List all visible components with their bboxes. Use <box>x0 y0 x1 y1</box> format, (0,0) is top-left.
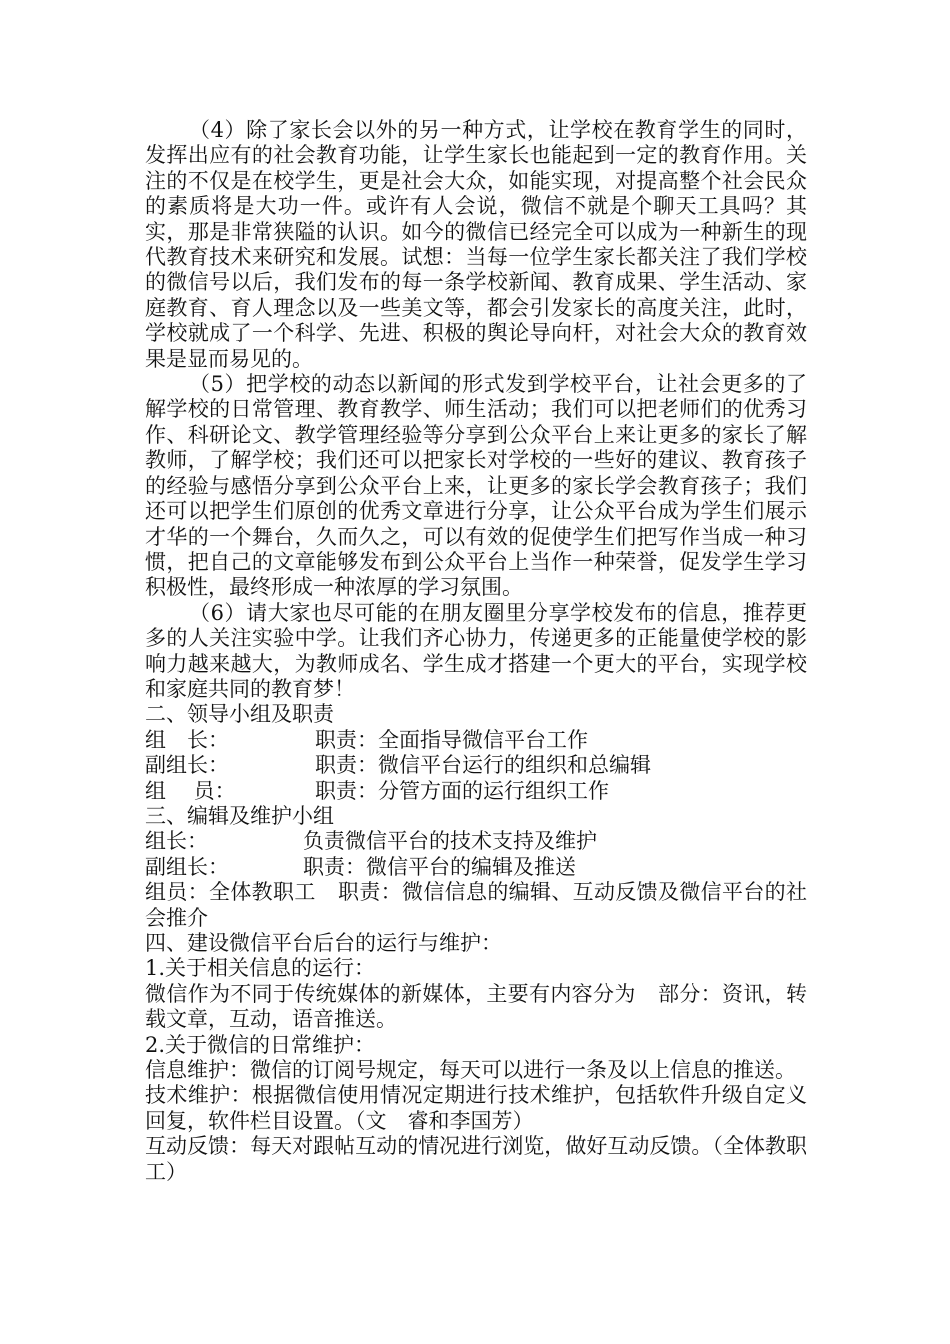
editor-member-row <box>145 880 807 931</box>
section-4-heading: 四、建设微信平台后台的运行与维护： <box>145 931 502 955</box>
duty-text: 职责：分管方面的运行组织工作 <box>315 778 609 803</box>
paragraph-5: （5）把学校的动态以新闻的形式发到学校平台，让社会更多的了解学校的日常管理、教育教学、师生活动；我们可以把老师们的优秀习作、科研论文、教学管理经验等分享到公众平台上来让更多的家长了解教师，了解学校；我们还可以把家长对学校的一些好的建议、教育孩子的经验与感悟分享到公众平台上来，让更多的家长学会教育孩子；我们还可以把学生们原创的优秀文章进行分享，让公众平台成为学生们展示才华的一个舞台，久而久之，可以有效的促使学生们把写作当成一种习惯，把自己的文章能够发布到公众平台上当作一种荣誉，促发学生学习积极性，最终形成一种浓厚的学习氛围。 <box>145 372 807 600</box>
section-3-heading: 三、编辑及维护小组 <box>145 803 334 828</box>
duty-text: 负责微信平台的技术支持及维护 <box>303 829 597 854</box>
role-label: 组长： <box>145 829 208 854</box>
section-2-heading: 二、领导小组及职责 <box>145 702 334 727</box>
subsection-1-text <box>145 982 807 1033</box>
duty-text: 职责：微信平台运行的组织和总编辑 <box>315 753 651 778</box>
duty-text: 职责：微信平台的编辑及推送 <box>303 854 576 879</box>
role-label: 副组长： <box>145 854 229 879</box>
paragraph-4: （4）除了家长会以外的另一种方式，让学校在教育学生的同时，发挥出应有的社会教育功能，让学生家长也能起到一定的教育作用。关注的不仅是在校学生，更是社会大众，如能实现，对提高整个社会民众的素质将是大功一件。或许有人会说，微信不就是个聊天工具吗？其实，那是非常狭隘的认识。如今的微信已经完全可以成为一种新生的现代教育技术来研究和发展。试想：当每一位学生家长都关注了我们学校的微信号以后，我们发布的每一条学校新闻、教育成果、学生活动、家庭教育、育人理念以及一些美文等，都会引发家长的高度关注，此时，学校就成了一个科学、先进、积极的舆论导向杆，对社会大众的教育效果是显而易见的。 <box>145 118 807 371</box>
role-label: 组 长： <box>145 727 229 752</box>
content-text-b: 部分：资讯，转载文章，互动，语音推送。 <box>145 981 808 1032</box>
leader-row <box>145 728 807 753</box>
role-label: 组员：全体教职工 <box>145 880 316 905</box>
subsection-1-title: 1.关于相关信息的运行： <box>145 956 376 981</box>
info-maintenance-text: 信息维护：微信的订阅号规定，每天可以进行一条及以上信息的推送。 <box>145 1058 796 1083</box>
editor-leader-row <box>145 829 807 854</box>
document-page <box>145 118 807 1185</box>
member-row <box>145 779 807 804</box>
duty-text: 职责：全面指导微信平台工作 <box>315 727 588 752</box>
content-text-a: 微信作为不同于传统媒体的新媒体，主要有内容分为 <box>145 981 636 1006</box>
deputy-leader-row <box>145 753 807 778</box>
paragraph-6: （6）请大家也尽可能的在朋友圈里分享学校发布的信息，推荐更多的人关注实验中学。让我们齐心协力，传递更多的正能量使学校的影响力越来越大，为教师成名、学生成才搭建一个更大的平台，实现学校和家庭共同的教育梦！ <box>145 600 807 701</box>
interaction-feedback-text: 互动反馈：每天对跟帖互动的情况进行浏览，做好互动反馈。（全体教职工） <box>145 1134 807 1184</box>
role-label: 组 员： <box>145 778 236 803</box>
tech-maintenance-text: 技术维护：根据微信使用情况定期进行技术维护，包括软件升级自定义回复，软件栏目设置。（文 睿和李国芳） <box>145 1083 807 1133</box>
editor-deputy-row <box>145 855 807 880</box>
role-label: 副组长： <box>145 753 229 778</box>
subsection-2-title: 2.关于微信的日常维护： <box>145 1032 376 1057</box>
duty-text: 职责：微信信息的编辑、互动反馈及微信平台的社会推介 <box>145 880 808 930</box>
